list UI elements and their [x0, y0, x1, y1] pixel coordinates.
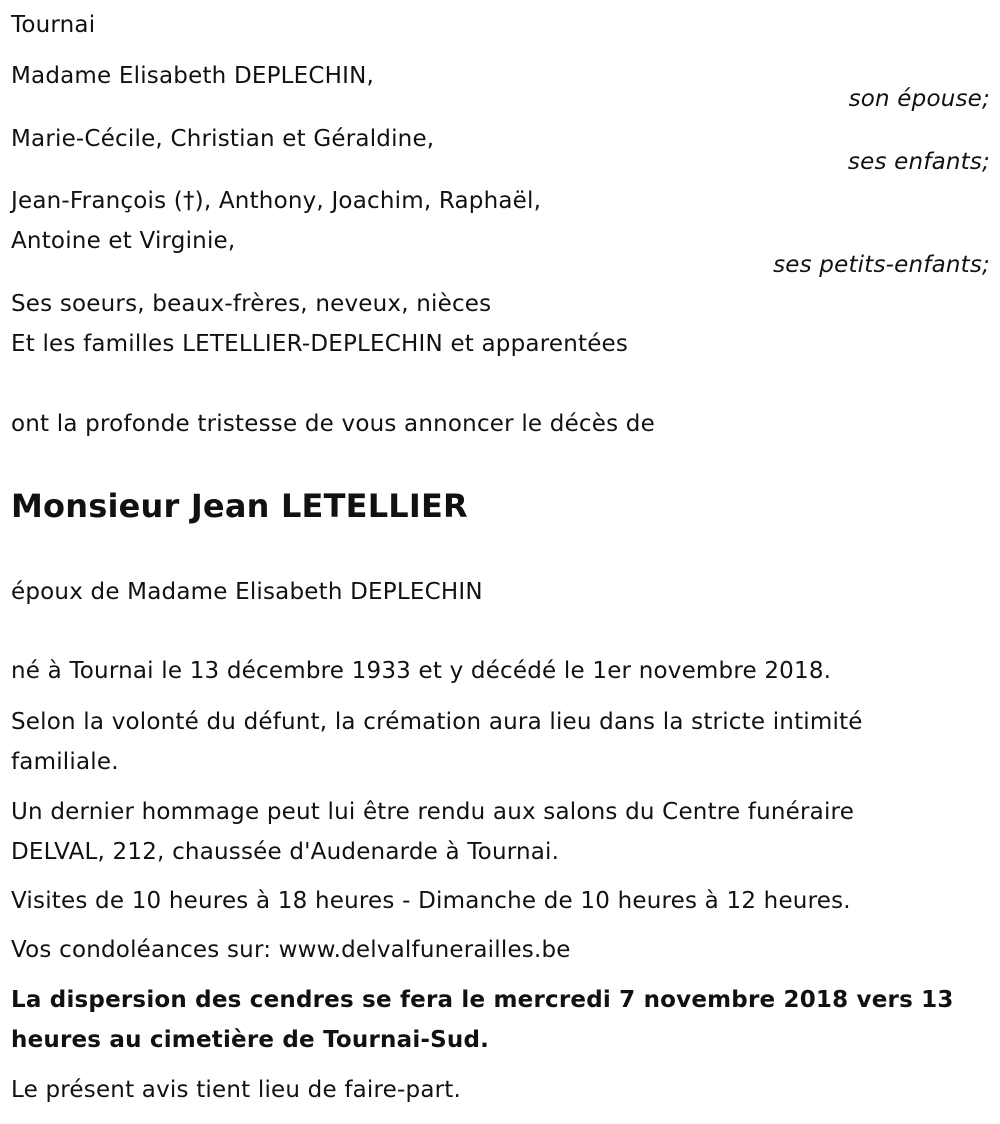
family-spouse-name: Madame Elisabeth DEPLECHIN, [11, 63, 375, 89]
family-grandchildren-names-2: Antoine et Virginie, [11, 228, 236, 254]
tribute-line-1: Un dernier hommage peut lui être rendu aux salons du Centre funéraire [11, 799, 855, 825]
family-children-role: ses enfants; [847, 149, 990, 175]
cremation-line-1: Selon la volonté du défunt, la crémation aura lieu dans la stricte intimité [11, 709, 863, 735]
relatives-line-2: Et les familles LETELLIER-DEPLECHIN et apparentées [11, 331, 629, 357]
family-spouse-role: son épouse; [848, 86, 990, 112]
announcement: ont la profonde tristesse de vous annoncer le décès de [11, 411, 655, 437]
deceased-name: Monsieur Jean LETELLIER [11, 487, 468, 525]
visiting-hours: Visites de 10 heures à 18 heures - Dimanche de 10 heures à 12 heures. [11, 888, 851, 914]
birth-death: né à Tournai le 13 décembre 1933 et y décédé le 1er novembre 2018. [11, 658, 832, 684]
dispersion-line-2: heures au cimetière de Tournai-Sud. [11, 1027, 490, 1053]
cremation-line-2: familiale. [11, 749, 119, 775]
relatives-line-1: Ses soeurs, beaux-frères, neveux, nièces [11, 291, 492, 317]
condolences-link: Vos condoléances sur: www.delvalfunerailles.be [11, 937, 571, 963]
tribute-line-2: DELVAL, 212, chaussée d'Audenarde à Tournai. [11, 839, 560, 865]
spouse-of: époux de Madame Elisabeth DEPLECHIN [11, 579, 483, 605]
notice-statement: Le présent avis tient lieu de faire-part. [11, 1077, 462, 1103]
place: Tournai [11, 12, 96, 38]
dispersion-line-1: La dispersion des cendres se fera le mercredi 7 novembre 2018 vers 13 [11, 987, 954, 1013]
family-grandchildren-names-1: Jean-François (†), Anthony, Joachim, Raphaël, [11, 188, 542, 214]
family-children-names: Marie-Cécile, Christian et Géraldine, [11, 126, 435, 152]
family-grandchildren-role: ses petits-enfants; [773, 252, 990, 278]
